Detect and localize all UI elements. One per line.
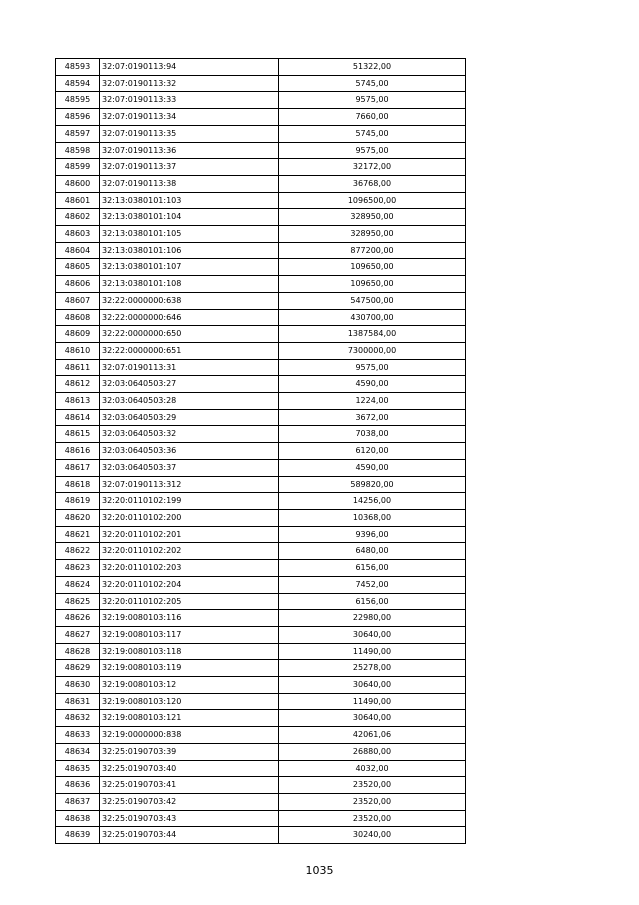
value-cell: 6480,00 bbox=[279, 543, 466, 560]
cadastral-number: 32:13:0380101:103 bbox=[100, 192, 279, 209]
row-number: 48598 bbox=[56, 142, 100, 159]
row-number: 48609 bbox=[56, 326, 100, 343]
value-cell: 4590,00 bbox=[279, 459, 466, 476]
row-number: 48596 bbox=[56, 109, 100, 126]
row-number: 48604 bbox=[56, 242, 100, 259]
row-number: 48615 bbox=[56, 426, 100, 443]
cadastral-number: 32:22:0000000:646 bbox=[100, 309, 279, 326]
value-cell: 1224,00 bbox=[279, 393, 466, 410]
cadastral-number: 32:13:0380101:105 bbox=[100, 226, 279, 243]
cadastral-number: 32:22:0000000:651 bbox=[100, 342, 279, 359]
cadastral-number: 32:07:0190113:34 bbox=[100, 109, 279, 126]
value-cell: 11490,00 bbox=[279, 643, 466, 660]
table-row bbox=[56, 476, 466, 493]
records-table-body bbox=[56, 59, 466, 844]
cadastral-number: 32:19:0080103:120 bbox=[100, 693, 279, 710]
table-row bbox=[56, 560, 466, 577]
row-number: 48619 bbox=[56, 493, 100, 510]
row-number: 48612 bbox=[56, 376, 100, 393]
value-cell: 11490,00 bbox=[279, 693, 466, 710]
table-row bbox=[56, 326, 466, 343]
cadastral-number: 32:25:0190703:41 bbox=[100, 777, 279, 794]
value-cell: 9396,00 bbox=[279, 526, 466, 543]
cadastral-number: 32:07:0190113:33 bbox=[100, 92, 279, 109]
value-cell: 30640,00 bbox=[279, 677, 466, 694]
table-row bbox=[56, 459, 466, 476]
table-row bbox=[56, 159, 466, 176]
table-row bbox=[56, 342, 466, 359]
cadastral-number: 32:07:0190113:35 bbox=[100, 125, 279, 142]
row-number: 48624 bbox=[56, 576, 100, 593]
row-number: 48594 bbox=[56, 75, 100, 92]
cadastral-number: 32:20:0110102:202 bbox=[100, 543, 279, 560]
table-row bbox=[56, 443, 466, 460]
value-cell: 6120,00 bbox=[279, 443, 466, 460]
cadastral-number: 32:20:0110102:199 bbox=[100, 493, 279, 510]
value-cell: 14256,00 bbox=[279, 493, 466, 510]
cadastral-number: 32:13:0380101:107 bbox=[100, 259, 279, 276]
value-cell: 7300000,00 bbox=[279, 342, 466, 359]
value-cell: 1387584,00 bbox=[279, 326, 466, 343]
value-cell: 30640,00 bbox=[279, 710, 466, 727]
page-number: 1035 bbox=[305, 864, 334, 877]
cadastral-number: 32:19:0080103:12 bbox=[100, 677, 279, 694]
table-row bbox=[56, 409, 466, 426]
row-number: 48635 bbox=[56, 760, 100, 777]
cadastral-number: 32:25:0190703:39 bbox=[100, 743, 279, 760]
value-cell: 25278,00 bbox=[279, 660, 466, 677]
table-row bbox=[56, 376, 466, 393]
cadastral-number: 32:20:0110102:201 bbox=[100, 526, 279, 543]
cadastral-number: 32:03:0640503:29 bbox=[100, 409, 279, 426]
cadastral-number: 32:03:0640503:32 bbox=[100, 426, 279, 443]
value-cell: 4032,00 bbox=[279, 760, 466, 777]
row-number: 48599 bbox=[56, 159, 100, 176]
table-row bbox=[56, 309, 466, 326]
table-row bbox=[56, 793, 466, 810]
cadastral-number: 32:20:0110102:204 bbox=[100, 576, 279, 593]
table-row bbox=[56, 576, 466, 593]
row-number: 48606 bbox=[56, 276, 100, 293]
row-number: 48631 bbox=[56, 693, 100, 710]
row-number: 48623 bbox=[56, 560, 100, 577]
cadastral-number: 32:07:0190113:94 bbox=[100, 59, 279, 76]
row-number: 48636 bbox=[56, 777, 100, 794]
row-number: 48628 bbox=[56, 643, 100, 660]
value-cell: 6156,00 bbox=[279, 593, 466, 610]
table-row bbox=[56, 827, 466, 844]
row-number: 48608 bbox=[56, 309, 100, 326]
table-row bbox=[56, 693, 466, 710]
value-cell: 30240,00 bbox=[279, 827, 466, 844]
row-number: 48626 bbox=[56, 610, 100, 627]
cadastral-number: 32:07:0190113:37 bbox=[100, 159, 279, 176]
table-row bbox=[56, 175, 466, 192]
row-number: 48638 bbox=[56, 810, 100, 827]
value-cell: 30640,00 bbox=[279, 626, 466, 643]
table-row bbox=[56, 777, 466, 794]
table-row bbox=[56, 226, 466, 243]
value-cell: 5745,00 bbox=[279, 75, 466, 92]
row-number: 48620 bbox=[56, 509, 100, 526]
row-number: 48639 bbox=[56, 827, 100, 844]
cadastral-number: 32:03:0640503:37 bbox=[100, 459, 279, 476]
row-number: 48627 bbox=[56, 626, 100, 643]
value-cell: 36768,00 bbox=[279, 175, 466, 192]
table-row bbox=[56, 242, 466, 259]
row-number: 48622 bbox=[56, 543, 100, 560]
value-cell: 9575,00 bbox=[279, 359, 466, 376]
table-row bbox=[56, 209, 466, 226]
cadastral-number: 32:07:0190113:31 bbox=[100, 359, 279, 376]
row-number: 48632 bbox=[56, 710, 100, 727]
row-number: 48616 bbox=[56, 443, 100, 460]
value-cell: 42061,06 bbox=[279, 727, 466, 744]
cadastral-number: 32:03:0640503:27 bbox=[100, 376, 279, 393]
table-row bbox=[56, 810, 466, 827]
cadastral-number: 32:25:0190703:43 bbox=[100, 810, 279, 827]
cadastral-number: 32:07:0190113:38 bbox=[100, 175, 279, 192]
value-cell: 23520,00 bbox=[279, 777, 466, 794]
records-table bbox=[55, 58, 466, 844]
cadastral-number: 32:03:0640503:36 bbox=[100, 443, 279, 460]
row-number: 48613 bbox=[56, 393, 100, 410]
table-row bbox=[56, 710, 466, 727]
value-cell: 7038,00 bbox=[279, 426, 466, 443]
value-cell: 3672,00 bbox=[279, 409, 466, 426]
cadastral-number: 32:22:0000000:650 bbox=[100, 326, 279, 343]
cadastral-number: 32:25:0190703:44 bbox=[100, 827, 279, 844]
row-number: 48593 bbox=[56, 59, 100, 76]
row-number: 48633 bbox=[56, 727, 100, 744]
cadastral-number: 32:19:0080103:119 bbox=[100, 660, 279, 677]
table-row bbox=[56, 92, 466, 109]
row-number: 48601 bbox=[56, 192, 100, 209]
row-number: 48637 bbox=[56, 793, 100, 810]
table-row bbox=[56, 59, 466, 76]
table-row bbox=[56, 109, 466, 126]
table-row bbox=[56, 259, 466, 276]
value-cell: 22980,00 bbox=[279, 610, 466, 627]
row-number: 48629 bbox=[56, 660, 100, 677]
cadastral-number: 32:20:0110102:203 bbox=[100, 560, 279, 577]
table-row bbox=[56, 509, 466, 526]
cadastral-number: 32:20:0110102:200 bbox=[100, 509, 279, 526]
value-cell: 6156,00 bbox=[279, 560, 466, 577]
table-row bbox=[56, 393, 466, 410]
table-row bbox=[56, 125, 466, 142]
table-row bbox=[56, 526, 466, 543]
row-number: 48634 bbox=[56, 743, 100, 760]
table-row bbox=[56, 727, 466, 744]
value-cell: 328950,00 bbox=[279, 209, 466, 226]
cadastral-number: 32:20:0110102:205 bbox=[100, 593, 279, 610]
table-row bbox=[56, 760, 466, 777]
value-cell: 26880,00 bbox=[279, 743, 466, 760]
row-number: 48625 bbox=[56, 593, 100, 610]
cadastral-number: 32:25:0190703:42 bbox=[100, 793, 279, 810]
table-row bbox=[56, 677, 466, 694]
table-row bbox=[56, 359, 466, 376]
row-number: 48605 bbox=[56, 259, 100, 276]
table-row bbox=[56, 426, 466, 443]
table-row bbox=[56, 192, 466, 209]
cadastral-number: 32:07:0190113:36 bbox=[100, 142, 279, 159]
row-number: 48610 bbox=[56, 342, 100, 359]
cadastral-number: 32:19:0080103:117 bbox=[100, 626, 279, 643]
row-number: 48602 bbox=[56, 209, 100, 226]
cadastral-number: 32:07:0190113:312 bbox=[100, 476, 279, 493]
table-row bbox=[56, 493, 466, 510]
value-cell: 430700,00 bbox=[279, 309, 466, 326]
cadastral-number: 32:13:0380101:104 bbox=[100, 209, 279, 226]
row-number: 48611 bbox=[56, 359, 100, 376]
cadastral-number: 32:25:0190703:40 bbox=[100, 760, 279, 777]
value-cell: 7452,00 bbox=[279, 576, 466, 593]
table-row bbox=[56, 610, 466, 627]
cadastral-number: 32:22:0000000:638 bbox=[100, 292, 279, 309]
table-row bbox=[56, 75, 466, 92]
table-row bbox=[56, 593, 466, 610]
row-number: 48618 bbox=[56, 476, 100, 493]
table-row bbox=[56, 276, 466, 293]
row-number: 48595 bbox=[56, 92, 100, 109]
table-row bbox=[56, 743, 466, 760]
table-row bbox=[56, 626, 466, 643]
value-cell: 10368,00 bbox=[279, 509, 466, 526]
table-row bbox=[56, 643, 466, 660]
value-cell: 109650,00 bbox=[279, 259, 466, 276]
row-number: 48614 bbox=[56, 409, 100, 426]
cadastral-number: 32:03:0640503:28 bbox=[100, 393, 279, 410]
value-cell: 877200,00 bbox=[279, 242, 466, 259]
value-cell: 7660,00 bbox=[279, 109, 466, 126]
row-number: 48621 bbox=[56, 526, 100, 543]
value-cell: 9575,00 bbox=[279, 92, 466, 109]
cadastral-number: 32:13:0380101:106 bbox=[100, 242, 279, 259]
value-cell: 1096500,00 bbox=[279, 192, 466, 209]
table-row bbox=[56, 292, 466, 309]
value-cell: 5745,00 bbox=[279, 125, 466, 142]
value-cell: 9575,00 bbox=[279, 142, 466, 159]
cadastral-number: 32:07:0190113:32 bbox=[100, 75, 279, 92]
value-cell: 328950,00 bbox=[279, 226, 466, 243]
cadastral-number: 32:19:0080103:121 bbox=[100, 710, 279, 727]
row-number: 48603 bbox=[56, 226, 100, 243]
table-row bbox=[56, 660, 466, 677]
value-cell: 23520,00 bbox=[279, 793, 466, 810]
row-number: 48600 bbox=[56, 175, 100, 192]
cadastral-number: 32:19:0000000:838 bbox=[100, 727, 279, 744]
value-cell: 547500,00 bbox=[279, 292, 466, 309]
value-cell: 109650,00 bbox=[279, 276, 466, 293]
row-number: 48630 bbox=[56, 677, 100, 694]
cadastral-number: 32:13:0380101:108 bbox=[100, 276, 279, 293]
cadastral-number: 32:19:0080103:116 bbox=[100, 610, 279, 627]
cadastral-number: 32:19:0080103:118 bbox=[100, 643, 279, 660]
table-row bbox=[56, 142, 466, 159]
value-cell: 51322,00 bbox=[279, 59, 466, 76]
row-number: 48597 bbox=[56, 125, 100, 142]
table-row bbox=[56, 543, 466, 560]
value-cell: 589820,00 bbox=[279, 476, 466, 493]
value-cell: 23520,00 bbox=[279, 810, 466, 827]
value-cell: 4590,00 bbox=[279, 376, 466, 393]
row-number: 48617 bbox=[56, 459, 100, 476]
row-number: 48607 bbox=[56, 292, 100, 309]
value-cell: 32172,00 bbox=[279, 159, 466, 176]
